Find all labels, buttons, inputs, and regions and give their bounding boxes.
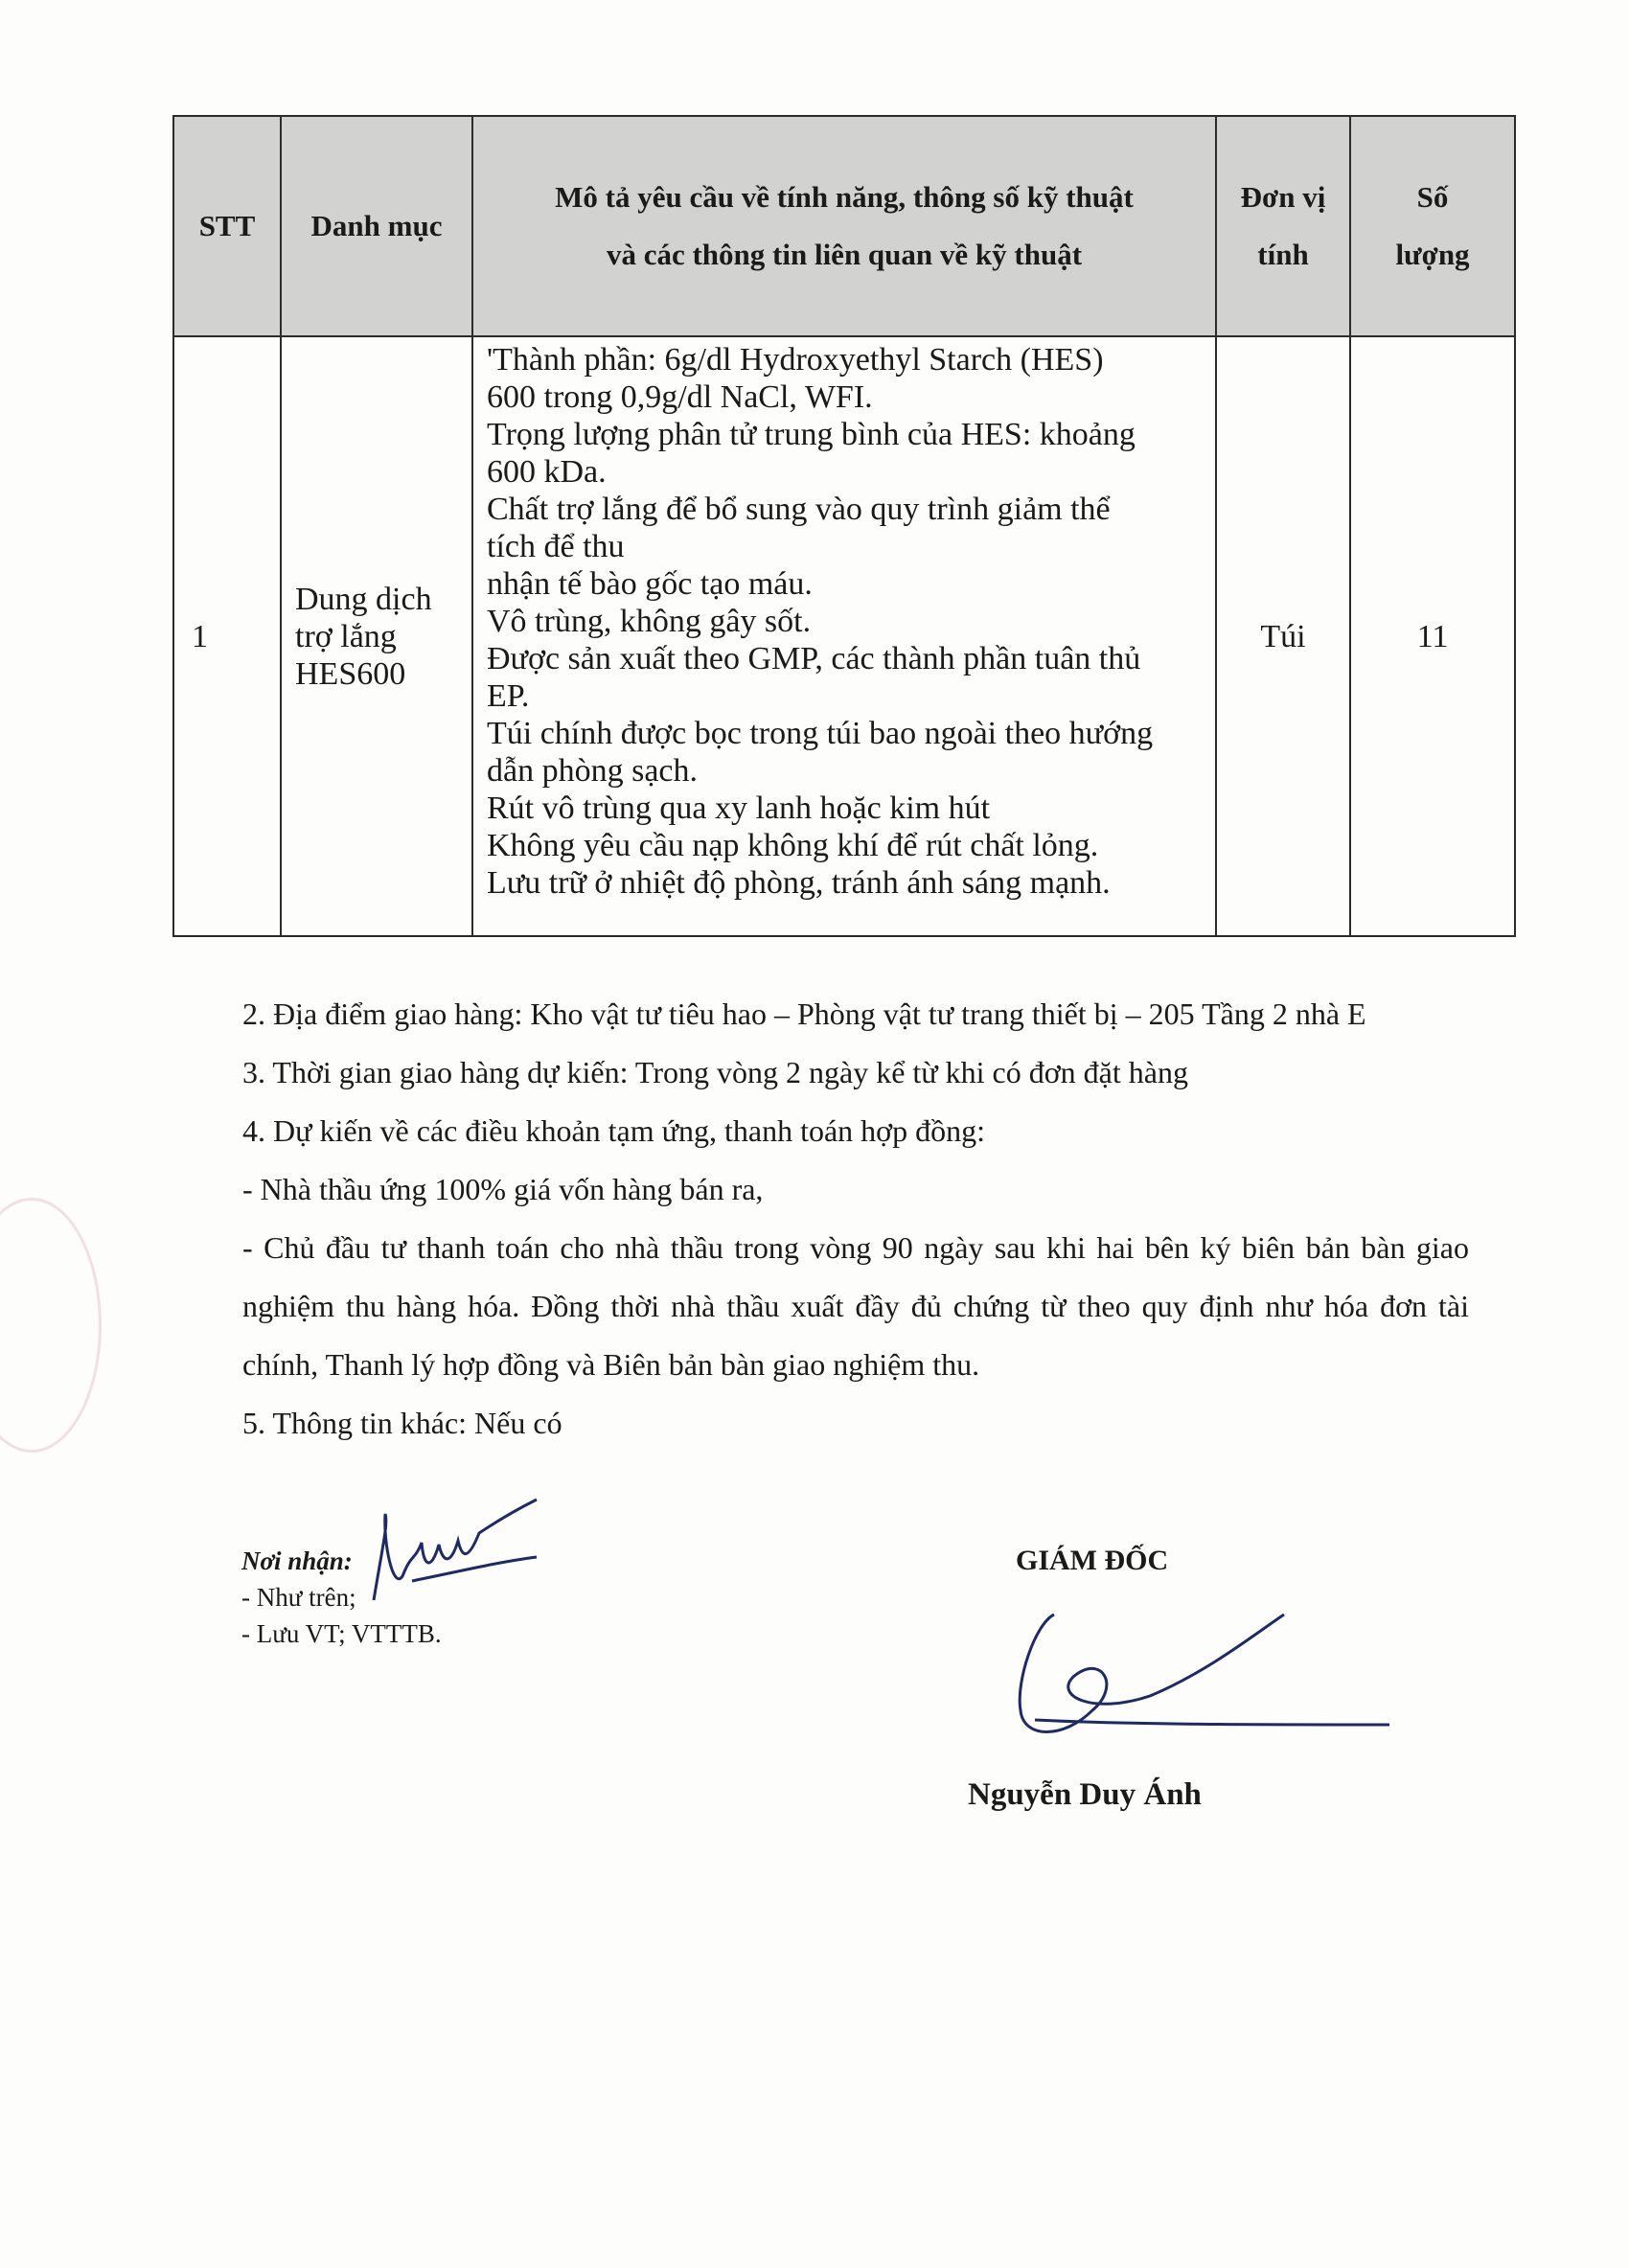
header-category: Danh mục (281, 116, 472, 336)
header-description (472, 116, 1216, 336)
category-line: trợ lắng (295, 618, 397, 654)
cell-category (281, 336, 472, 936)
cell-stt: 1 (173, 336, 281, 936)
table-row (173, 336, 1515, 936)
initial-signature (355, 1485, 546, 1629)
payment-terms-heading: 4. Dự kiến về các điều khoản tạm ứng, thanh toán hợp đồng: (242, 1113, 985, 1148)
header-description-line: Mô tả yêu cầu về tính năng, thông số kỹ thuật (555, 180, 1134, 214)
description-line: nhận tế bào gốc tạo máu. (487, 566, 813, 602)
description-line: Rút vô trùng qua xy lanh hoặc kim hút (487, 790, 991, 826)
description-line: Được sản xuất theo GMP, các thành phần tuân thủ (487, 641, 1141, 676)
description-line: 600 trong 0,9g/dl NaCl, WFI. (487, 379, 873, 415)
description-line: 600 kDa. (487, 454, 607, 490)
header-unit-line: tính (1257, 238, 1309, 271)
recipients-label: Nơi nhận: (241, 1546, 353, 1575)
body-section (242, 985, 1469, 1453)
description-line: dẫn phòng sạch. (487, 753, 699, 789)
signer-title: GIÁM ĐỐC (1016, 1545, 1169, 1576)
description-line: Lưu trữ ở nhiệt độ phòng, tránh ánh sáng mạnh. (487, 865, 1111, 901)
signer-name: Nguyễn Duy Ánh (968, 1777, 1202, 1812)
description-line: Trọng lượng phân tử trung bình của HES: khoảng (487, 417, 1136, 452)
header-stt: STT (173, 116, 281, 336)
recipient-item: - Như trên; (241, 1583, 356, 1612)
table-header-row (173, 116, 1515, 336)
cell-description (472, 336, 1216, 936)
category-line: Dung dịch (295, 581, 432, 617)
header-quantity-line: Số (1416, 180, 1449, 214)
header-description-line: và các thông tin liên quan về kỹ thuật (606, 238, 1083, 271)
delivery-time-paragraph: 3. Thời gian giao hàng dự kiến: Trong vòng 2 ngày kể từ khi có đơn đặt hàng (242, 1055, 1188, 1089)
header-unit (1216, 116, 1350, 336)
description-line: tích để thu (487, 529, 625, 564)
header-quantity (1350, 116, 1515, 336)
description-line: 'Thành phần: 6g/dl Hydroxyethyl Starch (HES) (487, 342, 1104, 378)
specification-table (172, 115, 1516, 937)
payment-conditions-paragraph: - Chủ đầu tư thanh toán cho nhà thầu trong vòng 90 ngày sau khi hai bên ký biên bản bàn giao nghiệm thu hàng hóa. Đồng thời nhà thầu xuất đầy đủ chứng từ theo quy định như hóa đơn tài chính, Thanh lý hợp đồng và Biên bản bàn giao nghiệm thu. (242, 1230, 1469, 1382)
header-quantity-line: lượng (1395, 238, 1470, 271)
description-line: EP. (487, 678, 530, 714)
delivery-location-paragraph: 2. Địa điểm giao hàng: Kho vật tư tiêu hao – Phòng vật tư trang thiết bị – 205 Tầng 2 nhà E (242, 997, 1366, 1031)
stamp-remnant (0, 1198, 102, 1453)
advance-payment-paragraph: - Nhà thầu ứng 100% giá vốn hàng bán ra, (242, 1172, 764, 1206)
description-line: Chất trợ lắng để bổ sung vào quy trình giảm thể (487, 492, 1111, 527)
description-line: Vô trùng, không gây sốt. (487, 604, 812, 639)
description-line: Không yêu cầu nạp không khí để rút chất lỏng. (487, 828, 1099, 863)
recipient-item: - Lưu VT; VTTTB. (241, 1619, 442, 1648)
header-unit-line: Đơn vị (1240, 180, 1326, 214)
other-info-paragraph: 5. Thông tin khác: Nếu có (242, 1406, 562, 1440)
category-line: HES600 (295, 655, 406, 692)
cell-unit: Túi (1216, 336, 1350, 936)
description-line: Túi chính được bọc trong túi bao ngoài theo hướng (487, 716, 1154, 751)
cell-quantity: 11 (1350, 336, 1515, 936)
director-signature (977, 1595, 1399, 1758)
